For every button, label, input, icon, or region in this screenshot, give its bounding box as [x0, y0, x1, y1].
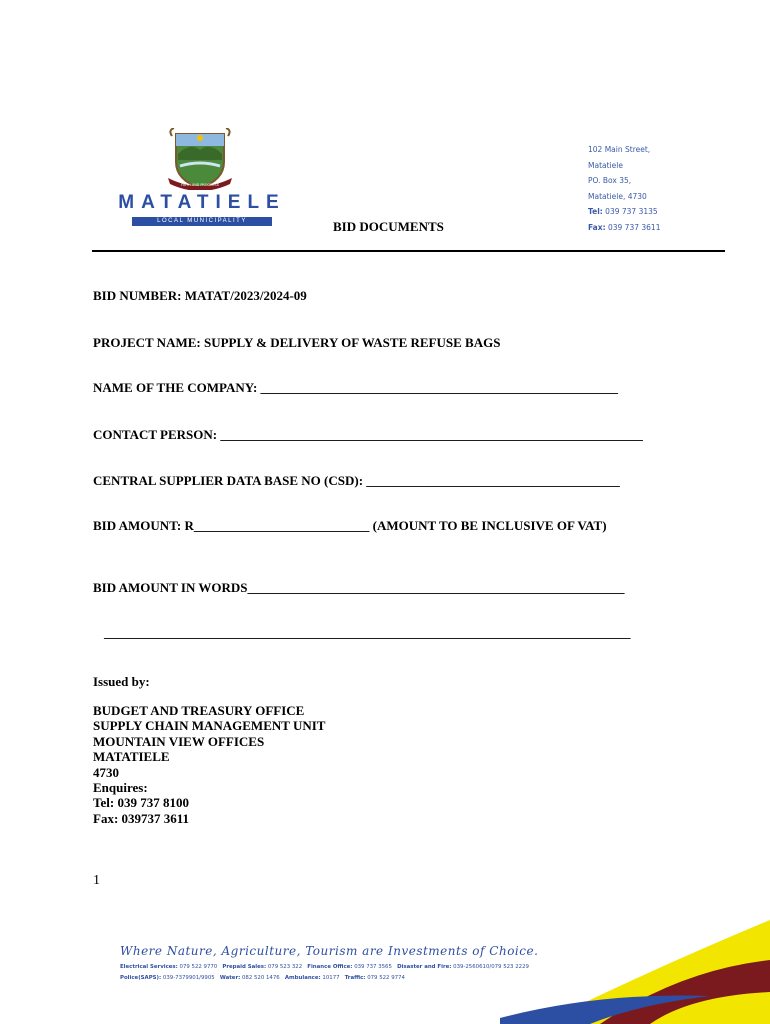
bid-amount-words-field[interactable]: BID AMOUNT IN WORDS__________________________________________________________	[93, 580, 625, 595]
address-line: 102 Main Street,	[588, 145, 651, 154]
address-line: Matatiele	[588, 160, 623, 170]
contact-label: Water:	[219, 975, 241, 981]
contact-value: 10177	[322, 975, 340, 981]
contact-label: Prepaid Sales:	[222, 964, 267, 970]
header-divider	[92, 250, 725, 252]
issuer-line: Enquires:	[93, 780, 148, 796]
contact-value: 039 737 3565	[354, 964, 392, 970]
address-line: PO. Box 35,	[588, 176, 632, 185]
fax-label: Fax:	[588, 222, 606, 232]
fax-value: 039 737 3611	[607, 222, 661, 232]
contact-value: 039-7379901/9905	[162, 975, 215, 981]
tel-label: Tel:	[588, 207, 603, 216]
contact-value: 079 522 9770	[179, 964, 218, 970]
contact-value: 082 520 1476	[242, 975, 280, 981]
bid-amount-words-line[interactable]: _________________________________________________________________________________	[104, 625, 631, 640]
footer-slogan: Where Nature, Agriculture, Tourism are Investments of Choice.	[120, 944, 539, 958]
contact-label: Police(SAPS):	[120, 975, 162, 981]
tel-value: 039 737 3135	[605, 207, 658, 216]
address-block	[588, 142, 728, 235]
crest-motto: FAITH AND PROGRESS	[181, 183, 219, 187]
company-name-field[interactable]: NAME OF THE COMPANY: _______________________________________________________	[93, 380, 619, 395]
contact-label: Disaster and Fire:	[397, 964, 452, 970]
document-title: BID DOCUMENTS	[333, 219, 444, 234]
bid-number: BID NUMBER: MATAT/2023/2024-09	[93, 288, 307, 303]
page-number: 1	[93, 873, 100, 888]
issuer-line: Tel: 039 737 8100	[93, 795, 189, 811]
issuer-line: MATATIELE	[93, 749, 170, 765]
contact-person-field[interactable]: CONTACT PERSON: _________________________________________________________________	[93, 427, 643, 442]
footer-contacts-row-1	[120, 964, 529, 970]
municipality-logo	[116, 128, 288, 236]
issuer-line: MOUNTAIN VIEW OFFICES	[93, 733, 265, 749]
contact-value: 079 523 322	[267, 964, 303, 970]
crest-icon	[168, 128, 232, 190]
issued-by-label: Issued by:	[93, 674, 150, 689]
logo-tagline: LOCAL MUNICIPALITY	[132, 217, 272, 226]
bid-amount-field[interactable]: BID AMOUNT: R___________________________ (AMOUNT TO BE INCLUSIVE OF VAT)	[93, 518, 607, 533]
contact-value: 039-2560610/079 523 2229	[453, 964, 529, 970]
logo-name: MATATIELE	[118, 192, 286, 213]
address-fax	[588, 220, 728, 236]
issuer-line: SUPPLY CHAIN MANAGEMENT UNIT	[93, 718, 326, 734]
contact-label: Traffic:	[344, 975, 366, 981]
issuer-line: BUDGET AND TREASURY OFFICE	[93, 703, 305, 718]
contact-label: Finance Office:	[307, 964, 353, 970]
contact-label: Ambulance:	[284, 975, 321, 981]
issuer-line: Fax: 039737 3611	[93, 810, 190, 826]
footer-swoosh-graphic	[480, 900, 770, 1024]
project-name: PROJECT NAME: SUPPLY & DELIVERY OF WASTE REFUSE BAGS	[93, 335, 501, 350]
csd-number-field[interactable]: CENTRAL SUPPLIER DATA BASE NO (CSD): _______________________________________	[93, 473, 620, 488]
issued-by-block	[93, 703, 325, 826]
address-line: Matatiele, 4730	[588, 191, 647, 201]
address-tel	[588, 204, 728, 220]
contact-label: Electrical Services:	[120, 964, 178, 970]
footer-contacts-row-2	[120, 975, 405, 981]
issuer-line: 4730	[93, 764, 119, 780]
contact-value: 079 522 9774	[367, 975, 405, 981]
